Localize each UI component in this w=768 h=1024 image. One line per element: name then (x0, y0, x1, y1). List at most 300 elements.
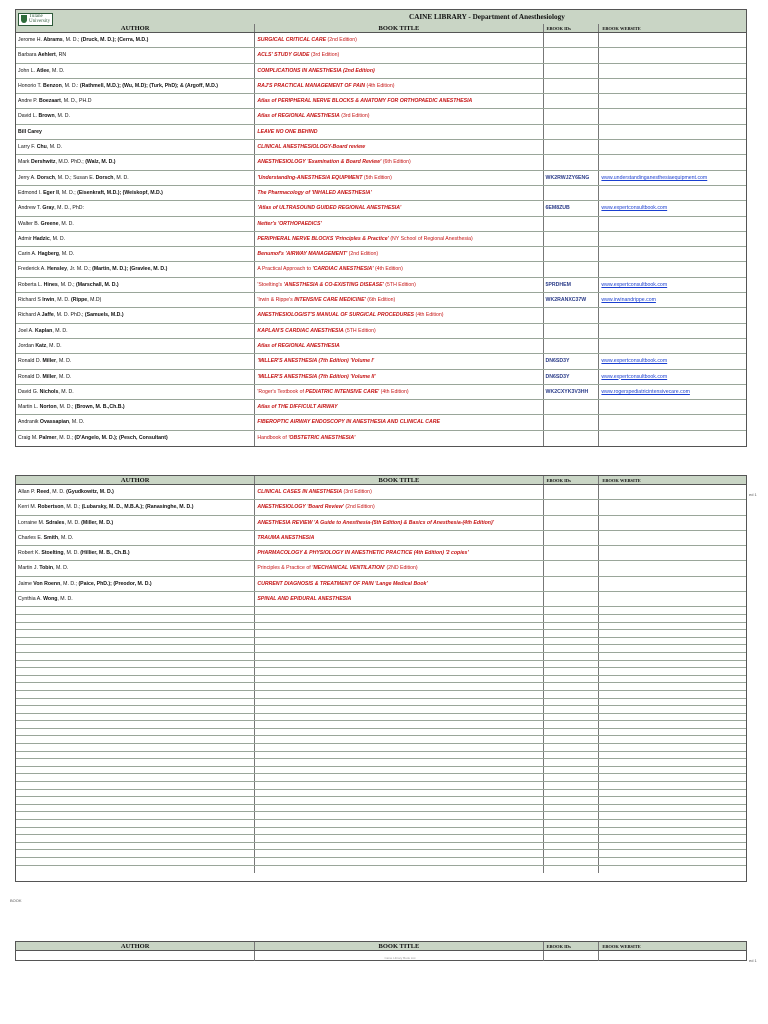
author-part: , RN (55, 52, 67, 59)
ebook-website-cell (599, 155, 746, 169)
column-header-book-title: BOOK TITLE (255, 24, 543, 32)
library-title-bar (16, 10, 746, 24)
author-part: (Eisenkraft, M.D.); (Weiskopf, M.D.) (77, 189, 163, 196)
ebook-website-cell (599, 516, 746, 530)
ebook-website-cell (599, 293, 746, 307)
side-marker-2: ed 1 (749, 958, 757, 963)
author-cell (16, 293, 255, 307)
empty-row (16, 752, 746, 760)
shield-icon (21, 15, 27, 23)
ebook-id-cell (544, 140, 600, 154)
author-cell (16, 516, 255, 530)
book-title: SPINAL AND EPIDURAL ANESTHESIA (257, 596, 352, 603)
book-edition: (3rd Edition) (339, 113, 370, 120)
ebook-id-cell (544, 431, 600, 446)
book-title-cell (255, 308, 543, 322)
ebook-website-cell (599, 324, 746, 338)
author-part: , M. D. (54, 113, 70, 120)
ebook-website-cell (599, 232, 746, 246)
ebook-website-cell (599, 217, 746, 231)
author-part: Ovassapian (39, 419, 70, 426)
book-title-cell (255, 516, 543, 530)
author-part: (Hillier, M. B., Ch.B.) (80, 550, 130, 557)
column-header-ebook-website: EBOOK WEBSITE (602, 478, 641, 483)
empty-row (16, 744, 746, 752)
ebook-website-cell (599, 79, 746, 93)
author-part: Dorsch (37, 174, 55, 181)
table-row (16, 561, 746, 576)
table-row (16, 324, 746, 339)
book-title-cell (255, 500, 543, 514)
author-cell (16, 400, 255, 414)
table-row (16, 370, 746, 385)
book-title-cell (255, 531, 543, 545)
ebook-website-link[interactable]: www.irwinandrippe.com (601, 297, 656, 304)
author-part: Dershwitz (30, 159, 56, 166)
author-part: Smith (43, 534, 59, 541)
book-title: Atlas of PERIPHERAL NERVE BLOCKS & ANATOMY FOR ORTHOPAEDIC ANESTHESIA (257, 98, 473, 105)
author-part: , M. D.; (58, 189, 78, 196)
author-part: , M. D. (56, 358, 72, 365)
author-part: Sdrales (45, 519, 65, 526)
book-title-prefix: 'Irwin & Rippe's (257, 297, 295, 304)
author-part: Kaplan (35, 327, 53, 334)
ebook-website-cell (599, 308, 746, 322)
author-part: Charles E. (18, 534, 44, 541)
table-row (16, 247, 746, 262)
book-title-cell (255, 561, 543, 575)
author-part: , M. D. (54, 297, 72, 304)
ebook-id-cell (544, 500, 600, 514)
author-part: (Miller, M. D.) (81, 519, 114, 526)
author-part: (Walz, M. D.) (85, 159, 116, 166)
author-cell (16, 232, 255, 246)
author-part: Aehlert (37, 52, 56, 59)
author-cell (16, 262, 255, 276)
book-edition: (4th Edition) (379, 388, 409, 395)
author-part: , M. D. (64, 519, 82, 526)
book-title-cell (255, 79, 543, 93)
book-edition: (2nd Edition) (343, 504, 375, 511)
table-row (16, 33, 746, 48)
author-cell (16, 546, 255, 560)
ebook-website-cell (599, 278, 746, 292)
book-edition: (3rd Edition) (342, 489, 372, 495)
author-part: , M. D. (52, 327, 68, 334)
author-cell (16, 217, 255, 231)
author-cell (16, 48, 255, 62)
author-part: Abrams (43, 37, 63, 43)
empty-row (16, 850, 746, 858)
ebook-website-cell (599, 247, 746, 261)
empty-row (16, 790, 746, 798)
book-title: COMPLICATIONS IN ANESTHESIA (2nd Edition) (257, 67, 375, 74)
author-part: Chu (36, 144, 47, 151)
book-title: LEAVE NO ONE BEHIND (257, 128, 318, 135)
book-title-prefix: Principles & Practice of (257, 565, 313, 572)
book-title-cell (255, 354, 543, 368)
column-header-ebook-website: EBOOK WEBSITE (602, 944, 641, 949)
author-part: (D'Angelo, M. D.); (Pesch, Consultant) (74, 434, 168, 441)
book-title: PEDIATRIC INTENSIVE CARE' (305, 388, 380, 395)
author-part: , M. D. (46, 342, 62, 349)
author-cell (16, 109, 255, 123)
ebook-id-cell (544, 247, 600, 261)
tulane-logo (16, 10, 256, 24)
book-title-cell (255, 217, 543, 231)
author-part: John L. (18, 67, 37, 74)
book-title: RAJ'S PRACTICAL MANAGEMENT OF PAIN (257, 82, 366, 89)
author-part: , M.D. PhD.; (55, 159, 86, 166)
ebook-id-cell (544, 94, 600, 108)
empty-row (16, 805, 746, 813)
author-part: , M. D.; (57, 281, 76, 288)
book-title: 'Understanding-ANESTHESIA EQUIPMENT (257, 174, 363, 181)
empty-row (16, 767, 746, 775)
author-part: , M. D. (63, 550, 81, 557)
author-cell (16, 531, 255, 545)
table-2-body (16, 485, 746, 873)
ebook-website-cell (599, 354, 746, 368)
author-part: , M. D.; Susan E. (54, 174, 96, 181)
ebook-website-link[interactable]: www.expertconsultbook.com (601, 358, 668, 365)
ebook-website-cell (599, 531, 746, 545)
author-part: , M. D. (58, 220, 74, 227)
author-part: , M. D.; (63, 504, 82, 511)
book-title-prefix: A Practical Approach to (257, 266, 313, 273)
logo-line-2: University (29, 19, 51, 24)
author-part: Hadzic (33, 235, 50, 242)
ebook-website-link[interactable]: www.rogerspediatricintensivecare.com (601, 388, 690, 395)
book-title: Atlas of THE DIFFICULT AIRWAY (257, 404, 338, 411)
table-row (16, 64, 746, 79)
author-part: Irwin (42, 297, 55, 304)
author-part: , M. D.; (56, 404, 75, 411)
author-part: (Martin, M. D.); (Gravlee, M. D.) (92, 266, 168, 273)
book-title-cell (255, 109, 543, 123)
author-cell (16, 125, 255, 139)
ebook-website-cell (599, 577, 746, 591)
book-edition: (2ND Edition) (385, 565, 418, 572)
author-part: Gray (42, 205, 55, 212)
column-header-ebook-website: EBOOK WEBSITE (602, 26, 641, 31)
author-part: Admir (18, 235, 33, 242)
ebook-website-cell (599, 140, 746, 154)
author-part: Robert K. (18, 550, 42, 557)
empty-row (16, 721, 746, 729)
ebook-id-cell (544, 262, 600, 276)
book-edition: (6th Edition) (381, 159, 411, 166)
author-cell (16, 247, 255, 261)
table-row (16, 431, 746, 446)
author-part: Ronald D. (18, 358, 43, 365)
ebook-id: WK2RWJZY6ENG (545, 174, 590, 181)
author-part: , M. D. (57, 596, 73, 603)
author-part: , M. D. (46, 144, 63, 151)
ebook-id-cell (544, 592, 600, 606)
book-edition: (4th Edition) (414, 312, 444, 319)
book-title-cell (255, 64, 543, 78)
author-part: (Marschall, M. D.) (75, 281, 119, 288)
author-part: Lorraine M. (18, 519, 46, 526)
column-header-ebook-ids: EBOOK IDs (544, 942, 600, 950)
ebook-website-link[interactable]: www.expertconsultbook.com (601, 205, 668, 212)
ebook-website-cell (599, 546, 746, 560)
ebook-id-cell (544, 171, 600, 185)
book-title-cell (255, 385, 543, 399)
author-part: Atlee (36, 67, 50, 74)
ebook-website-cell (599, 385, 746, 399)
ebook-id-cell (544, 531, 600, 545)
empty-row (16, 820, 746, 828)
column-header-ebook-ids: EBOOK IDs (544, 476, 600, 484)
ebook-id: DN6SD3Y (545, 358, 570, 365)
table-row (16, 140, 746, 155)
ebook-id: 5PRDHEM (545, 281, 571, 288)
author-part: (Gyudkowitz, M. D.) (66, 489, 114, 495)
ebook-website-cell (599, 415, 746, 429)
author-part: Jaime (18, 580, 34, 587)
author-part: Jordan (18, 342, 36, 349)
author-part: , M. D. (69, 419, 85, 426)
book-title: 'ANESTHESIA & CO-EXISTING DISEASE' (283, 281, 384, 288)
book-title: 'OBSTETRIC ANESTHESIA' (288, 434, 356, 441)
ebook-id-cell (544, 324, 600, 338)
author-part: Andrew T. (18, 205, 43, 212)
table-row (16, 155, 746, 170)
ebook-id: DN6SD3Y (545, 373, 570, 380)
ebook-website-cell (599, 262, 746, 276)
author-cell (16, 370, 255, 384)
book-title: The Pharmacology of 'INHALED ANESTHESIA' (257, 189, 372, 196)
author-part: (Lubarsky, M. D., M.B.A.); (Ranasinghe, M. D.) (81, 504, 194, 511)
book-title-cell (255, 201, 543, 215)
author-part: Jerome H. (18, 37, 44, 43)
ebook-id: WK2RANXC37W (545, 297, 587, 304)
book-edition: (5th Edition) (362, 174, 392, 181)
author-part: , M.D) (87, 297, 102, 304)
author-cell (16, 500, 255, 514)
book-title-cell (255, 431, 543, 446)
author-part: Jaffe (41, 312, 54, 319)
ebook-id-cell (544, 385, 600, 399)
author-part: Honorio T. (18, 82, 43, 89)
ebook-website-link[interactable]: www.expertconsultbook.com (601, 373, 668, 380)
author-part: Bill Carey (18, 128, 42, 135)
author-part: , M. D., PH.D (60, 98, 92, 105)
ebook-id-cell (544, 232, 600, 246)
table-row (16, 951, 746, 961)
author-part: Joel A. (18, 327, 36, 334)
book-title-cell (255, 370, 543, 384)
book-title: SURGICAL CRITICAL CARE (257, 37, 327, 43)
book-title: PHARMACOLOGY & PHYSIOLOGY IN ANESTHETIC PRACTICE (4th Edition) '2 copies' (257, 550, 469, 557)
ebook-website-cell (599, 201, 746, 215)
table-row (16, 201, 746, 216)
empty-row (16, 630, 746, 638)
author-part: (Paice, PhD.); (Preodor, M. D.) (78, 580, 152, 587)
author-cell (16, 201, 255, 215)
ebook-website-cell (599, 485, 746, 499)
ebook-id-cell (544, 415, 600, 429)
ebook-id-cell (544, 516, 600, 530)
empty-row (16, 835, 746, 843)
author-part: Edmond I. (18, 189, 44, 196)
ebook-website-link[interactable]: www.understandinganesthesiaequipment.com (601, 174, 708, 181)
author-part: , M. D., PhD: (54, 205, 84, 212)
column-header-row (16, 942, 746, 951)
book-title: 'CARDIAC ANESTHESIA' (312, 266, 374, 273)
ebook-website-cell (599, 64, 746, 78)
ebook-id-cell (544, 577, 600, 591)
library-table-2 (15, 475, 747, 882)
author-part: Hagberg (37, 251, 59, 258)
table-row (16, 293, 746, 308)
book-title: CURRENT DIAGNOSIS & TREATMENT OF PAIN 'Lange Medical Book' (257, 580, 428, 587)
book-title: ANESTHESIOLOGY 'Examination & Board Review' (257, 159, 382, 166)
author-part: Craig M. (18, 434, 40, 441)
author-part: , M. D.; (62, 37, 81, 43)
footer-tiny-text: Caine Library Book List (384, 956, 416, 960)
author-part: Richard A (18, 312, 42, 319)
ebook-website-cell (599, 94, 746, 108)
author-part: Brown (38, 113, 55, 120)
column-header-book-title: BOOK TITLE (255, 476, 543, 484)
library-table-1 (15, 9, 747, 447)
author-cell (16, 577, 255, 591)
author-part: Cynthia A. (18, 596, 44, 603)
table-row (16, 186, 746, 201)
ebook-website-cell (599, 186, 746, 200)
ebook-website-cell (599, 431, 746, 446)
book-title-cell (255, 577, 543, 591)
column-header-author: AUTHOR (16, 24, 255, 32)
table-row (16, 217, 746, 232)
empty-row (16, 714, 746, 722)
author-part: Wong (43, 596, 58, 603)
ebook-website-link[interactable]: www.expertconsultbook.com (601, 281, 668, 288)
author-part: Robertson (37, 504, 64, 511)
author-cell (16, 308, 255, 322)
author-part: Mark (18, 159, 31, 166)
book-title: Atlas of REGIONAL ANESTHESIA (257, 342, 340, 349)
ebook-id-cell (544, 278, 600, 292)
author-part: Miller (42, 358, 57, 365)
author-cell (16, 354, 255, 368)
empty-row (16, 729, 746, 737)
book-title-cell (255, 262, 543, 276)
author-part: (Rathmell, M.D.); (Wu, M.D); (Turk, PhD); & (Argoff, M.D.) (79, 82, 219, 89)
book-title-cell (255, 33, 543, 47)
table-row (16, 485, 746, 500)
table-row (16, 385, 746, 400)
book-title: 'Atlas of ULTRASOUND GUIDED REGIONAL ANESTHESIA' (257, 205, 402, 212)
ebook-website-cell (599, 500, 746, 514)
column-header-author: AUTHOR (16, 476, 255, 484)
table-row (16, 577, 746, 592)
footnote-text: BOOK (10, 898, 22, 903)
book-title-cell (255, 94, 543, 108)
ebook-id-cell (544, 155, 600, 169)
empty-row (16, 683, 746, 691)
author-cell (16, 592, 255, 606)
ebook-id-cell (544, 354, 600, 368)
book-edition: (2nd Edition) (347, 251, 379, 258)
author-part: Reed (36, 489, 50, 495)
author-part: (Rippe (71, 297, 88, 304)
empty-row (16, 638, 746, 646)
ebook-id-cell (544, 400, 600, 414)
book-edition: (5TH Edition) (383, 281, 416, 288)
ebook-id-cell (544, 293, 600, 307)
book-title-cell (255, 278, 543, 292)
empty-row (16, 736, 746, 744)
author-part: Walter B. (18, 220, 41, 227)
author-part: , M. D. (49, 235, 66, 242)
book-edition: (5TH Edition) (343, 327, 376, 334)
ebook-id: 6EM8ZUB (545, 205, 570, 212)
book-title-cell (255, 125, 543, 139)
author-cell (16, 415, 255, 429)
ebook-id: WK2CXYK3V3HH (545, 388, 589, 395)
book-title-cell (255, 400, 543, 414)
author-part: , M. D. (113, 174, 129, 181)
book-title: 'MILLER'S ANESTHESIA (7th Edition) 'Volume II' (257, 373, 376, 380)
empty-row (16, 812, 746, 820)
book-title-cell (255, 339, 543, 353)
logo-line-1: Tulane (29, 14, 43, 19)
ebook-id-cell (544, 109, 600, 123)
empty-row (16, 782, 746, 790)
book-edition: (2nd Edition) (326, 37, 357, 43)
author-part: Andre P. (18, 98, 39, 105)
empty-row (16, 759, 746, 767)
table-row (16, 339, 746, 354)
author-part: Miller (42, 373, 57, 380)
author-part: Martin L. (18, 404, 40, 411)
column-header-ebook-ids: EBOOK IDs (544, 24, 600, 32)
author-cell (16, 561, 255, 575)
empty-row (16, 661, 746, 669)
author-cell (16, 339, 255, 353)
author-part: Dorsch (95, 174, 114, 181)
ebook-id-cell (544, 561, 600, 575)
author-part: Carin A. (18, 251, 38, 258)
book-title: ANESTHESIOLOGIST'S MANUAL OF SURGICAL PROCEDURES (257, 312, 415, 319)
table-row (16, 400, 746, 415)
table-row (16, 79, 746, 94)
empty-row (16, 691, 746, 699)
author-part: , M. D. (58, 388, 74, 395)
empty-row (16, 668, 746, 676)
author-part: Palmer (39, 434, 57, 441)
author-part: Allan P. (18, 489, 37, 495)
author-part: , M. D.; (60, 580, 79, 587)
book-title: ACLS' STUDY GUIDE (257, 52, 310, 59)
author-part: (Druck, M. D.); (Cerra, M.D.) (80, 37, 149, 43)
author-cell (16, 485, 255, 499)
author-part: Greene (40, 220, 59, 227)
column-header-author: AUTHOR (16, 942, 255, 950)
empty-row (16, 797, 746, 805)
ebook-id-cell (544, 308, 600, 322)
table-row (16, 278, 746, 293)
ebook-website-cell (599, 109, 746, 123)
ebook-website-cell (599, 171, 746, 185)
author-part: , M. D. (53, 565, 69, 572)
author-part: Tobin (39, 565, 54, 572)
book-title-cell (255, 485, 543, 499)
